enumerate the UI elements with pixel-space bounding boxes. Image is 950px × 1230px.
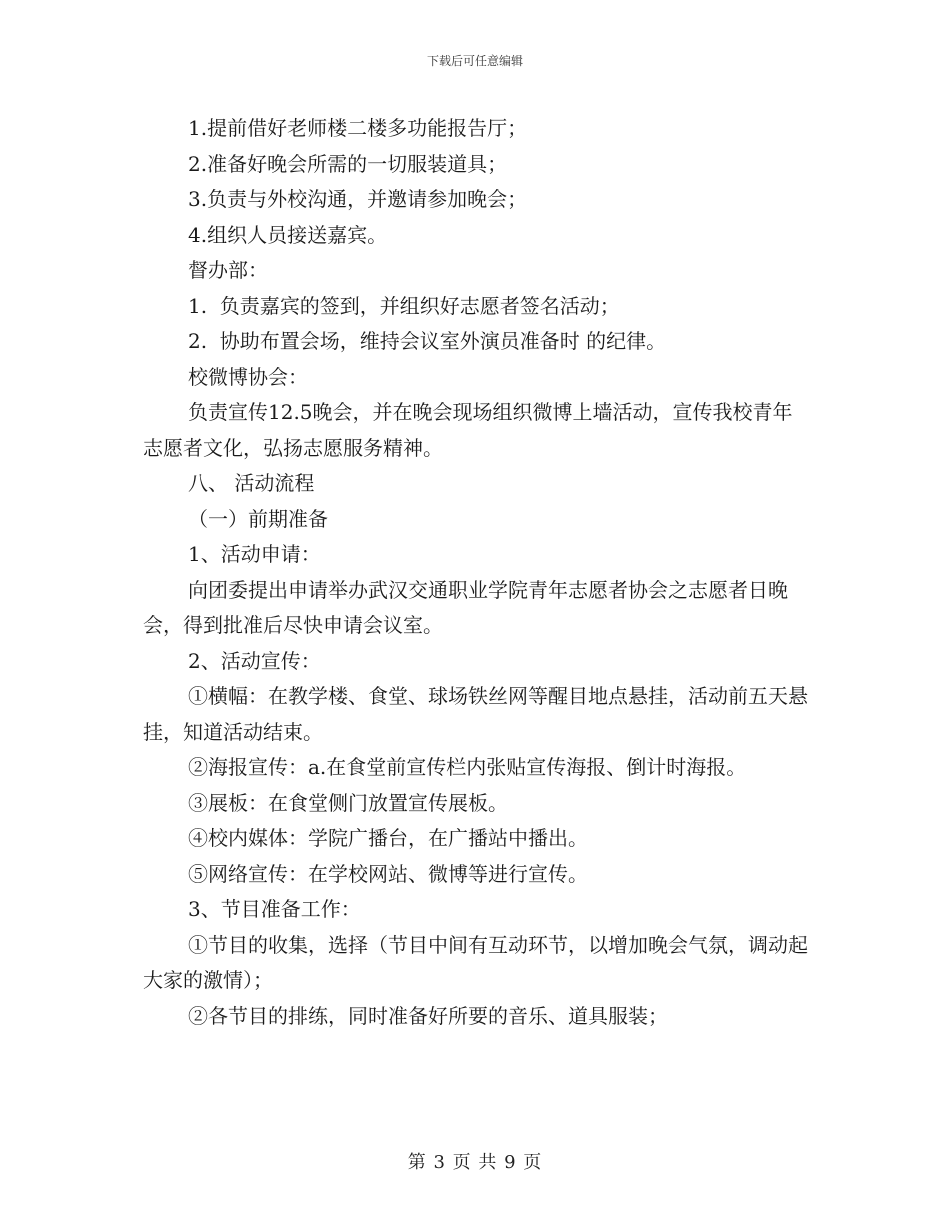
paragraph: 1.提前借好老师楼二楼多功能报告厅；: [188, 116, 528, 140]
document-body: [143, 111, 808, 1034]
paragraph: 3.负责与外校沟通，并邀请参加晚会；: [188, 187, 528, 211]
section-label: 督办部：: [188, 258, 268, 282]
paragraph: ①横幅：在教学楼、食堂、球场铁丝网等醒目地点悬挂，活动前五天悬挂，知道活动结束。: [143, 684, 808, 744]
section-label: 校微博协会：: [188, 364, 308, 389]
paragraph: 负责宣传12.5晚会，并在晚会现场组织微博上墙活动，宣传我校青年志愿者文化，弘扬志愿服务精神。: [143, 400, 793, 460]
paragraph: 2、活动宣传：: [188, 648, 321, 673]
paragraph: 1. 负责嘉宾的签到，并组织好志愿者签名活动；: [188, 293, 620, 318]
paragraph: ④校内媒体：学院广播台，在广播站中播出。: [188, 826, 588, 850]
paragraph: ①节目的收集，选择（节目中间有互动环节，以增加晚会气氛，调动起大家的激情）；: [143, 932, 808, 992]
paragraph: ③展板：在食堂侧门放置宣传展板。: [188, 790, 508, 815]
page-number: 第 3 页 共 9 页: [407, 1152, 543, 1173]
subsection-heading: （一）前期准备: [188, 506, 328, 531]
paragraph: 2.准备好晚会所需的一切服装道具；: [188, 151, 508, 176]
paragraph: 4.组织人员接送嘉宾。: [188, 222, 388, 247]
paragraph: 3、节目准备工作：: [188, 897, 361, 921]
paragraph: ②海报宣传：a.在食堂前宣传栏内张贴宣传海报、倒计时海报。: [188, 755, 747, 779]
paragraph: 2. 协助布置会场，维持会议室外演员准备时 的纪律。: [188, 329, 667, 353]
paragraph: ②各节目的排练，同时准备好所要的音乐、道具服装；: [188, 1003, 668, 1028]
paragraph: ⑤网络宣传：在学校网站、微博等进行宣传。: [188, 861, 588, 886]
paragraph: 1、活动申请：: [188, 542, 321, 566]
header-note: 下载后可任意编辑: [426, 54, 523, 68]
section-heading: 八、 活动流程: [188, 471, 315, 495]
paragraph: 向团委提出申请举办武汉交通职业学院青年志愿者协会之志愿者日晚会，得到批准后尽快申请会议室。: [143, 577, 788, 637]
